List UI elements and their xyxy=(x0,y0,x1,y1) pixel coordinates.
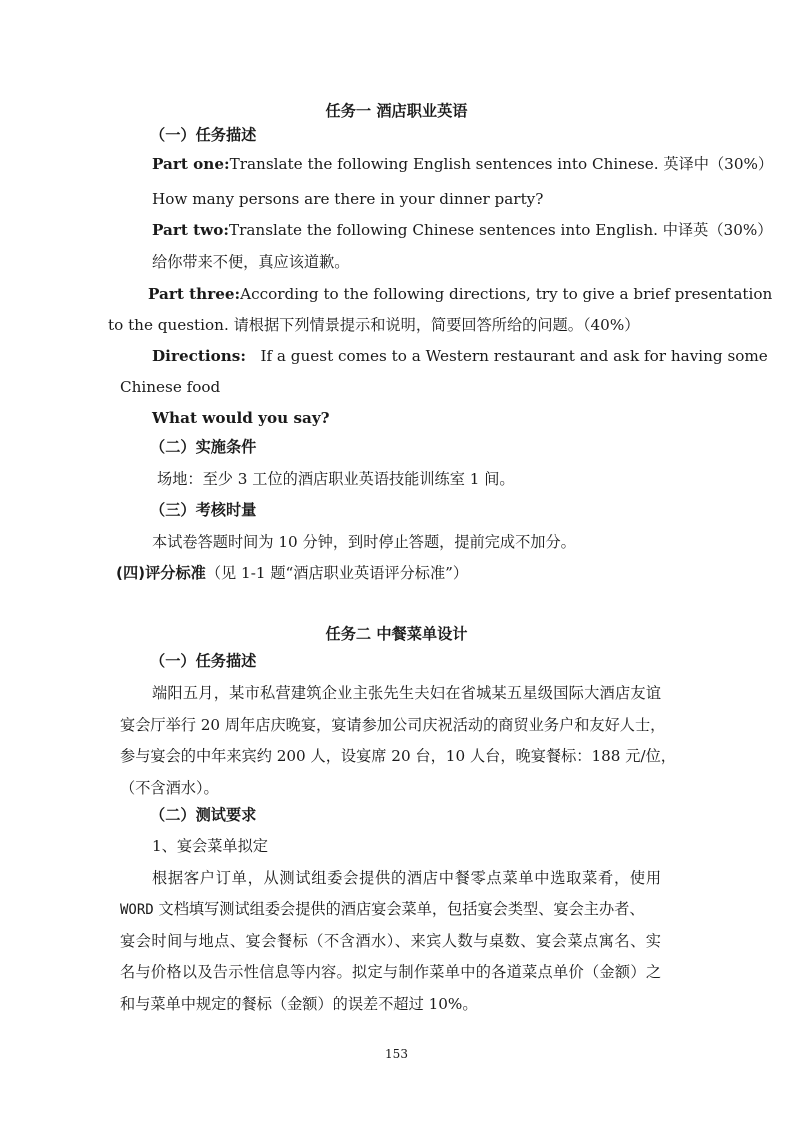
part-two-label: Part two: xyxy=(152,221,229,239)
task2-item1-text-5: 和与菜单中规定的餐标（金额）的误差不超过 10%。 xyxy=(120,995,478,1013)
part-three-line-1 xyxy=(148,284,772,304)
task1-title: 任务一 酒店职业英语 xyxy=(325,102,468,120)
task2-item1-text-2: 文档填写测试组委会提供的酒店宴会菜单，包括宴会类型、宴会主办者、 xyxy=(153,900,645,918)
task2-desc-3: 参与宴会的中年来宾约 200 人，设宴席 20 台，10 人台，晚宴餐标：188 元/位， xyxy=(120,747,676,765)
task1-sec1-heading: （一）任务描述 xyxy=(150,126,257,144)
task2-item1-line-2 xyxy=(120,899,645,920)
part-one-line xyxy=(152,154,773,174)
task1-sec4-heading: (四)评分标准 xyxy=(116,564,206,582)
task2-item1-text-4: 名与价格以及告示性信息等内容。拟定与制作菜单中的各道菜点单价（金额）之 xyxy=(120,963,661,981)
part-three-text-1: According to the following directions, try to give a brief presentation xyxy=(240,285,773,303)
part-one-text: Translate the following English sentences into Chinese. 英译中（30%） xyxy=(229,155,774,173)
task2-item1-title: 1、宴会菜单拟定 xyxy=(152,837,268,855)
word-text: WORD xyxy=(120,902,154,918)
task1-sec4-line xyxy=(116,563,468,583)
part-three-label: Part three: xyxy=(148,285,241,303)
directions-line-1 xyxy=(152,346,768,366)
task2-item1-text-1: 根据客户订单，从测试组委会提供的酒店中餐零点菜单中选取菜肴，使用 xyxy=(152,869,661,887)
task1-sec4-text: （见 1-1 题“酒店职业英语评分标准”） xyxy=(205,564,469,582)
task1-sec2-heading: （二）实施条件 xyxy=(150,438,257,456)
part-one-label: Part one: xyxy=(152,155,230,173)
task1-sec3-heading: （三）考核时量 xyxy=(150,501,257,519)
task2-sec2-heading: （二）测试要求 xyxy=(150,806,257,824)
directions-text-1: If a guest comes to a Western restaurant and ask for having some xyxy=(260,347,768,365)
task1-sec2-text: 场地：至少 3 工位的酒店职业英语技能训练室 1 间。 xyxy=(157,470,515,488)
directions-text-2: Chinese food xyxy=(120,378,221,396)
task2-desc-4: （不含酒水）。 xyxy=(120,779,219,797)
part-two-line xyxy=(152,220,772,240)
part-three-text-2: to the question. 请根据下列情景提示和说明，简要回答所给的问题。（40%） xyxy=(108,316,640,334)
part-one-sentence: How many persons are there in your dinner party? xyxy=(152,190,544,208)
task2-title: 任务二 中餐菜单设计 xyxy=(325,625,468,643)
task2-desc-2: 宴会厅举行 20 周年店庆晚宴，宴请参加公司庆祝活动的商贸业务户和友好人士， xyxy=(120,716,666,734)
part-two-text: Translate the following Chinese sentences into English. 中译英（30%） xyxy=(228,221,773,239)
task1-sec3-text: 本试卷答题时间为 10 分钟，到时停止答题，提前完成不加分。 xyxy=(152,533,576,551)
part-two-sentence: 给你带来不便，真应该道歉。 xyxy=(152,253,350,271)
task2-item1-text-3: 宴会时间与地点、宴会餐标（不含酒水）、来宾人数与桌数、宴会菜点寓名、实 xyxy=(120,932,661,950)
task2-sec1-heading: （一）任务描述 xyxy=(150,652,257,670)
task2-desc-1: 端阳五月，某市私营建筑企业主张先生夫妇在省城某五星级国际大酒店友谊 xyxy=(152,684,661,702)
question-text: What would you say? xyxy=(152,409,330,427)
page-number: 153 xyxy=(385,1047,408,1061)
directions-label: Directions: xyxy=(152,347,246,365)
